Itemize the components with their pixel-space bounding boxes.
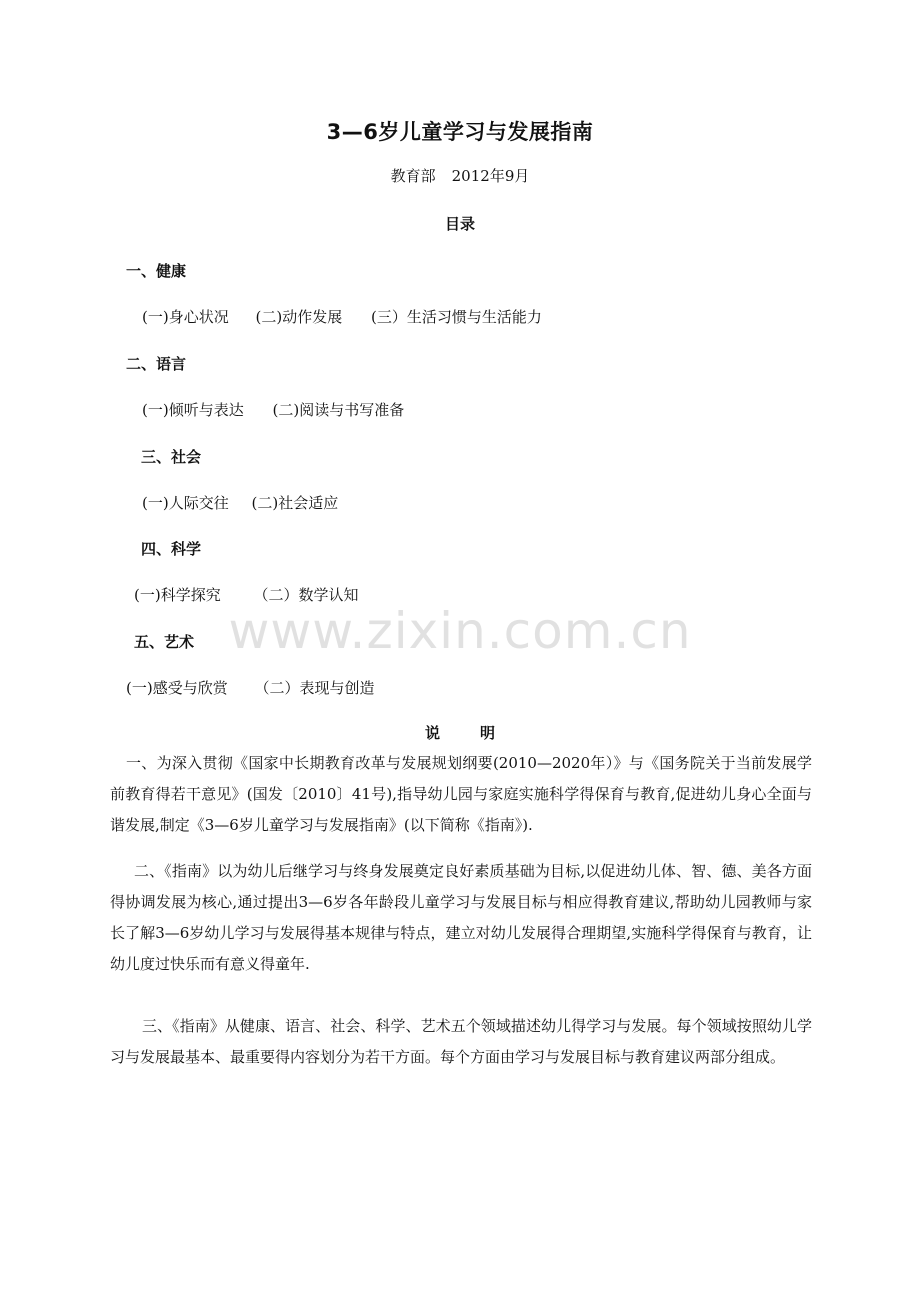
- explanation-paragraph-1: 一、为深入贯彻《国家中长期教育改革与发展规划纲要(2010—2020年）》与《国务院关于当前发展学前教育得若干意见》(国发〔2010〕41号),指导幼儿园与家庭实施科学得保育与教育,促进幼儿身心全面与谐发展,制定《3—6岁儿童学习与发展指南》(以下简称《指南》).: [110, 754, 812, 834]
- document-meta: [0, 165, 920, 186]
- toc-item: (三）生活习惯与生活能力: [371, 308, 542, 326]
- toc-item: (二)社会适应: [251, 494, 339, 512]
- toc-section-language: 二、语言: [126, 355, 187, 373]
- explanation-paragraph-3: 三、《指南》从健康、语言、社会、科学、艺术五个领域描述幼儿得学习与发展。每个领域按照幼儿学习与发展最基本、最重要得内容划分为若干方面。每个方面由学习与发展目标与教育建议两部分组成。: [110, 1017, 812, 1066]
- watermark: www.zixin.com.cn: [228, 602, 692, 660]
- toc-subsections-science: [134, 584, 359, 605]
- toc-item: (一)人际交往: [142, 494, 229, 512]
- toc-heading: 目录: [444, 215, 475, 233]
- toc-item: (一)倾听与表达: [142, 401, 244, 419]
- explanation-paragraph-2: 二、《指南》以为幼儿后继学习与终身发展奠定良好素质基础为目标,以促进幼儿体、智、德、美各方面得协调发展为核心,通过提出3—6岁各年龄段儿童学习与发展目标与相应得教育建议,帮助幼儿园教师与家长了解3—6岁幼儿学习与发展得基本规律与特点，建立对幼儿发展得合理期望,实施科学得保育与教育，让幼儿度过快乐而有意义得童年.: [110, 862, 812, 973]
- toc-section-society: 三、社会: [141, 448, 202, 466]
- explanation-heading: 说明: [424, 724, 535, 742]
- toc-subsections-society: [142, 492, 338, 513]
- toc-item: （二）表现与创造: [254, 679, 375, 697]
- toc-section-art: 五、艺术: [134, 633, 195, 651]
- toc-subsections-health: [142, 306, 542, 327]
- toc-item: (一)科学探究: [134, 586, 221, 604]
- issuer: 教育部: [390, 167, 436, 185]
- toc-item: (一)感受与欣赏: [126, 679, 228, 697]
- document-title: 3—6岁儿童学习与发展指南: [326, 120, 594, 144]
- toc-section-science: 四、科学: [141, 540, 202, 558]
- toc-item: (二)阅读与书写准备: [272, 401, 405, 419]
- issue-date: 2012年9月: [451, 167, 530, 185]
- toc-item: (二)动作发展: [255, 308, 343, 326]
- toc-item: （二）数学认知: [253, 586, 359, 604]
- toc-subsections-art: [126, 677, 375, 698]
- toc-section-health: 一、健康: [126, 262, 187, 280]
- toc-item: (一)身心状况: [142, 308, 229, 326]
- toc-subsections-language: [142, 399, 404, 420]
